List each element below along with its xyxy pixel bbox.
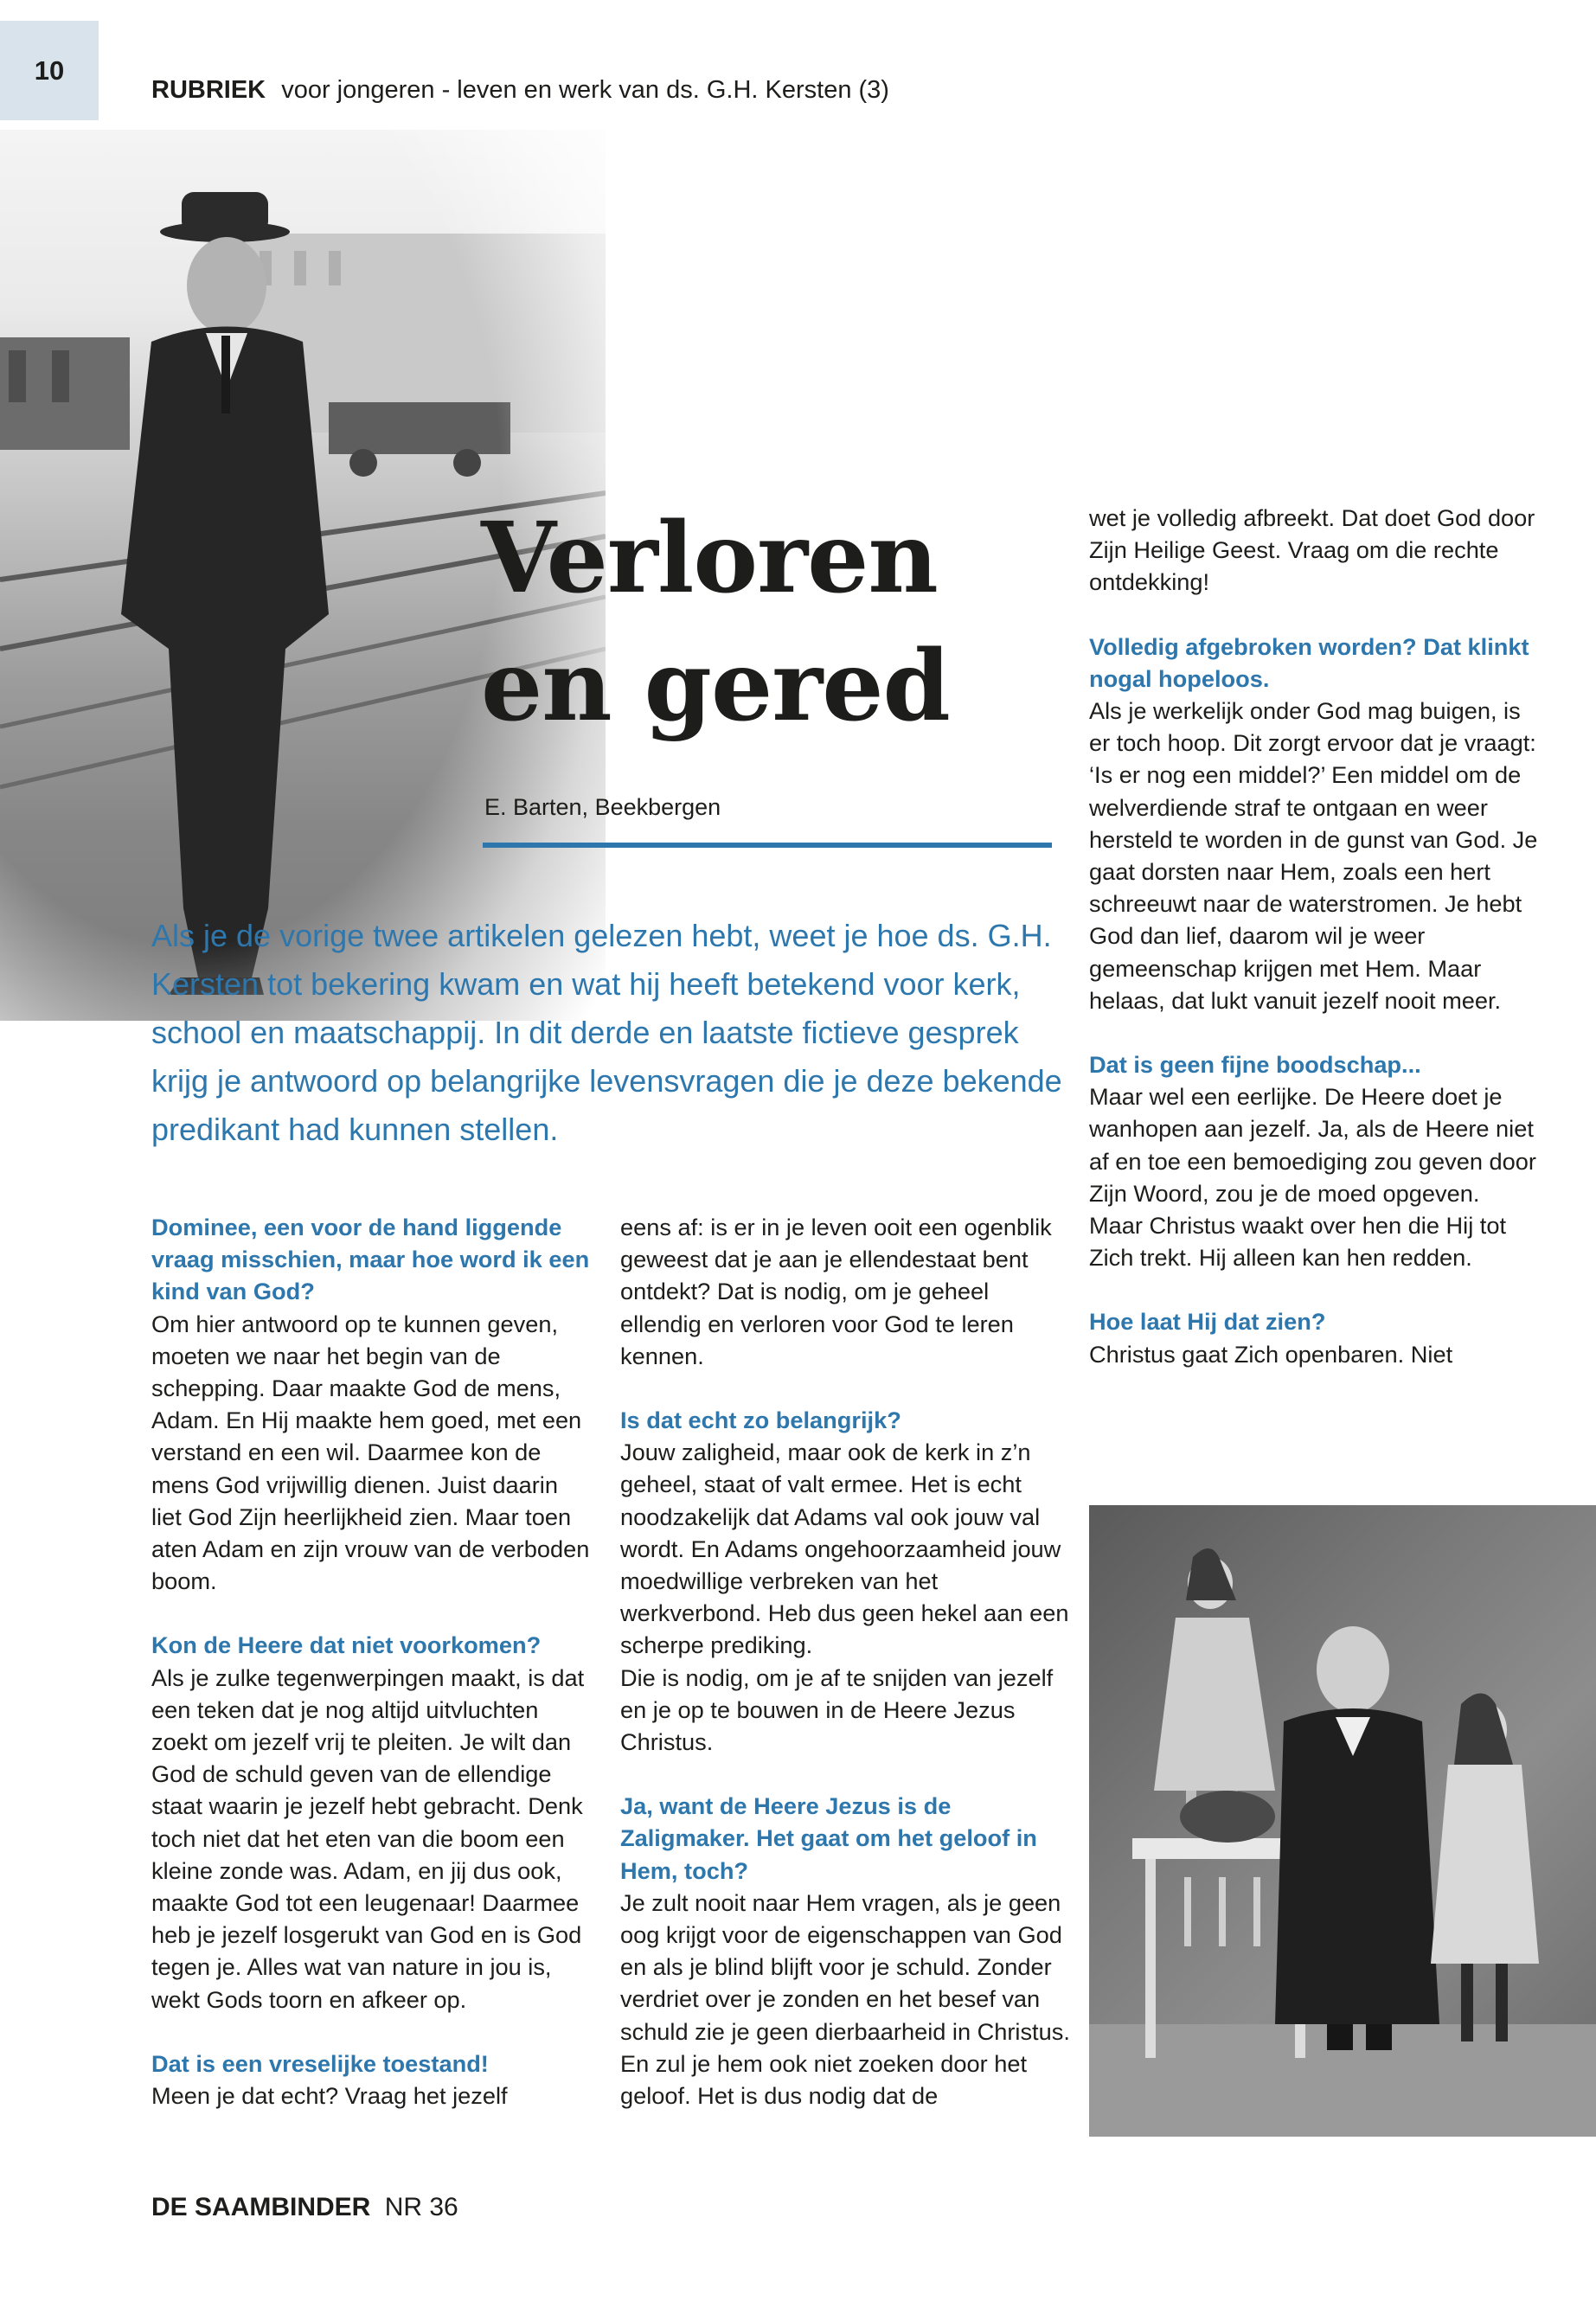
answer-paragraph: Als je werkelijk onder God mag buigen, is er toch hoop. Dit zorgt ervoor dat je vraagt: ‘Is er nog een middel?’ Een middel om de welverdiende straf te ontgaan en weer hersteld te worden in de gunst van God. Je gaat dorsten naar Hem, zoals een hert schreeuwt naar de waterstromen. Je hebt God dan lief, daarom wil je weer gemeenschap krijgen met Hem. Maar helaas, dat lukt vanuit jezelf nooit meer. <box>1089 697 1538 1014</box>
section-subtitle: voor jongeren - leven en werk van ds. G.H. Kersten (3) <box>281 76 889 104</box>
answer-paragraph: Als je zulke tegenwerpingen maakt, is dat een teken dat je nog altijd uitvluchten zoekt om jezelf vrij te pleiten. Je wilt dan God de schuld geven van de ellendige staat waarin je jezelf hebt gebracht. Denk toch niet dat het eten van die boom een kleine zonde was. Adam, en jij dus ook, maakte God tot een leugenaar! Daarmee heb je jezelf losgerukt van God en is God tegen je. Alles wat van nature in jou is, wekt Gods toorn en afkeer op. <box>151 1663 585 2013</box>
question-heading: Ja, want de Heere Jezus is de Zaligmaker. Het gaat om het geloof in Hem, toch? <box>620 1792 1037 1884</box>
answer-paragraph: eens af: is er in je leven ooit een ogenblik geweest dat je aan je ellendestaat bent ontdekt? Dat is nodig, om je geheel ellendig en verloren voor God te leren kennen. <box>620 1214 1052 1369</box>
question-heading: Dominee, een voor de hand liggende vraag misschien, maar hoe word ik een kind van God? <box>151 1214 590 1305</box>
question-heading: Dat is geen fijne boodschap... <box>1089 1051 1421 1079</box>
question-heading: Dat is een vreselijke toestand! <box>151 2049 489 2077</box>
issue-number: NR 36 <box>384 2193 458 2221</box>
answer-paragraph: Die is nodig, om je af te snijden van jezelf en je op te bouwen in de Heere Jezus Christus. <box>620 1663 1054 1756</box>
column-3 <box>1089 502 1539 1370</box>
column-2 <box>620 1211 1070 2112</box>
intro-paragraph: Als je de vorige twee artikelen gelezen hebt, weet je hoe ds. G.H. Kersten tot bekering kwam en wat hij heeft betekend voor kerk, school en maatschappij. In dit derde en laatste fictieve gesprek krijg je antwoord op belangrijke levensvragen die je deze bekende predikant had kunnen stellen. <box>151 918 1062 1147</box>
question-heading: Kon de Heere dat niet voorkomen? <box>151 1631 542 1659</box>
photo-family-illustration <box>1089 1505 1596 2137</box>
section-label: RUBRIEK <box>151 76 266 104</box>
answer-paragraph: Meen je dat echt? Vraag het jezelf <box>151 2082 508 2110</box>
question-heading: Is dat echt zo belangrijk? <box>620 1407 901 1434</box>
page-number: 10 <box>0 21 99 120</box>
answer-paragraph: Je zult nooit naar Hem vragen, als je geen oog krijgt voor de eigenschappen van God en als je blind blijft voor je schuld. Zonder verdriet over je zonden en het besef van schuld zie je geen dierbaarheid in Christus. En zul je hem ook niet zoeken door het geloof. Het is dus nodig dat de <box>620 1888 1070 2110</box>
title-rule <box>483 843 1052 848</box>
answer-paragraph: wet je volledig afbreekt. Dat doet God door Zijn Heilige Geest. Vraag om die rechte ontdekking! <box>1089 504 1535 596</box>
article-title <box>481 495 950 751</box>
answer-paragraph: Christus gaat Zich openbaren. Niet <box>1089 1340 1453 1368</box>
footer <box>151 2193 458 2222</box>
column-1 <box>151 1211 593 2112</box>
article-title-line-2: en gered <box>481 630 950 743</box>
question-heading: Hoe laat Hij dat zien? <box>1089 1308 1326 1336</box>
byline: E. Barten, Beekbergen <box>484 794 721 820</box>
question-heading: Volledig afgebroken worden? Dat klinkt nogal hopeloos. <box>1089 632 1529 692</box>
photo-family-portrait <box>1089 1505 1596 2137</box>
answer-paragraph: Maar wel een eerlijke. De Heere doet je wanhopen aan jezelf. Ja, als de Heere niet af en toe een bemoediging zou geven door Zijn Woord, zou je de moed opgeven. Maar Christus waakt over hen die Hij tot Zich trekt. Hij alleen kan hen redden. <box>1089 1083 1536 1272</box>
running-head <box>151 76 889 105</box>
answer-paragraph: Om hier antwoord op te kunnen geven, moeten we naar het begin van de schepping. Daar maakte God de mens, Adam. En Hij maakte hem goed, met een verstand en een wil. Daarmee kon de mens God vrijwillig dienen. Juist daarin liet God Zijn heerlijkheid zien. Maar toen aten Adam en zijn vrouw van de verboden boom. <box>151 1310 590 1595</box>
article-title-line-1: Verloren <box>481 502 938 615</box>
magazine-name: DE SAAMBINDER <box>151 2193 371 2221</box>
answer-paragraph: Jouw zaligheid, maar ook de kerk in z’n geheel, staat of valt ermee. Het is echt noodzakelijk dat Adams val ook jouw val wordt. En Adams ongehoorzaamheid jouw moedwillige verbreken van het werkverbond. Heb dus geen hekel aan een scherpe prediking. <box>620 1439 1069 1659</box>
